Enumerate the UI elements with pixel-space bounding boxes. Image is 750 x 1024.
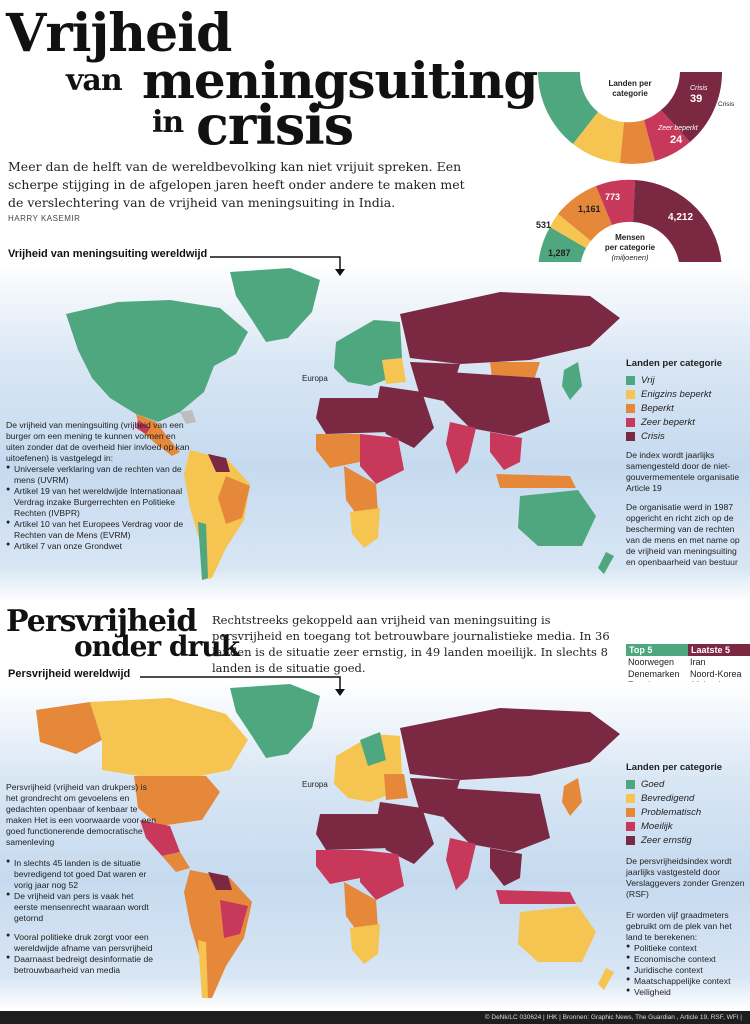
map2-label: Persvrijheid wereldwijd [8,668,131,680]
map1-legend [626,358,722,443]
swatch-beperkt [626,404,635,413]
map2-indonesia [496,890,576,904]
map2-africa-east [360,850,404,900]
top5-item: Noorwegen [628,657,675,667]
legend-item-beperkt: Beperkt [626,401,722,415]
title-line-1: Vrijheid [6,3,232,64]
crisis-side-label: Crisis [718,101,735,108]
map2-se-asia [490,848,522,886]
people-label-1: Mensen [615,233,645,242]
gauge-item: ● Politieke context [626,943,750,954]
swatch-vrij [626,376,635,385]
map1-se-asia [490,432,522,470]
swatch-zeer-ernstig [626,836,635,845]
last5-header: Laatste 5 [688,644,750,656]
map2-africa-south [350,924,380,964]
swatch-zeer-beperkt [626,418,635,427]
map1-africa-north [316,398,390,434]
people-value-crisis: 4,212 [668,212,694,223]
map1-australia [518,490,596,546]
donut-people [536,180,722,272]
gauge-item: ● Juridische context [626,965,750,976]
gauge-item: ● Economische context [626,954,750,965]
legend-item-problematisch: Problematisch [626,805,722,819]
gauge-item: ● Maatschappelijke context [626,976,750,987]
crisis-value: 39 [690,93,703,105]
legend-item-crisis: Crisis [626,429,722,443]
map2-india [446,838,476,890]
map1-indonesia [496,474,576,488]
map2-note [6,782,156,976]
crisis-label: Crisis [690,85,708,92]
zeer-beperkt-label: Zeer beperkt [658,125,698,132]
intro-text: Meer dan de helft van de wereldbevolking kan niet vrijuit spreken. Een scherpe stijging in de afgelopen jaren heeft onder andere te maken met de verslechtering van de vrijheid van meningsuiting in India. [8,159,465,211]
map1-india [446,422,476,474]
map2-legend-title: Landen per categorie [626,762,723,773]
map1-europa-label: Europa [302,374,328,383]
map2-side-note-2 [626,910,750,998]
map2-russia [400,708,620,780]
legend-item-vrij: Vrij [626,373,722,387]
press-title-line-2: onder druk [74,630,240,663]
map2-europa-label: Europa [302,780,328,789]
map2-africa-north [316,814,390,850]
people-label-2: per categorie [604,243,656,252]
people-value-zeer: 773 [605,192,621,202]
swatch-bevredigend [626,794,635,803]
countries-label-2: categorie [612,89,648,98]
donut-countries [538,72,735,164]
map1-new-zealand [598,552,614,574]
legend-item-bevredigend: Bevredigend [626,791,722,805]
map1-north-america [66,300,248,422]
legend-item-moeilijk: Moeilijk [626,819,722,833]
map2-note-item: ● In slechts 45 landen is de situatie bevredigend tot goed Dat waren er vorig jaar nog 52 [6,858,156,891]
map1-note-item: ● Universele verklaring van de rechten van de mens (UVRM) [6,464,192,486]
map1-side-note-1: De index wordt jaarlijks samengesteld door de niet-gouvermementele organisatie Article 19 [626,450,740,493]
legend-item-zeer-beperkt: Zeer beperkt [626,415,722,429]
map2-alaska [36,702,102,754]
map1-eastern-europe [382,358,406,384]
map2-japan-korea [562,778,582,816]
map2-new-zealand [598,968,614,990]
map2-note-item: ● Vooral politieke druk zorgt voor een wereldwijde afname van persvrijheid [6,932,156,954]
swatch-problematisch [626,808,635,817]
last5-item: Noord-Korea [690,668,742,679]
map1-note-item: ● Artikel 19 van het wereldwijde Internationaal Verdrag inzake Burgerrechten en Politieke Rechten (IVBPR) [6,486,192,519]
people-value-beperkt: 1,161 [578,204,601,214]
map1-note-intro: De vrijheid van meningsuiting (vrijheid van een burger om een mening te kunnen vormen en uiten zonder dat de overheid hier invloed op kan uitoefenen) is vastgelegd in: [6,420,190,463]
title-word-van: van [66,63,122,98]
map2-note-item: ● Daarnaast bedreigt desinformatie de betrouwbaarheid van media [6,954,156,976]
press-title-line-1: Persvrijheid [6,604,197,639]
map1-legend-title: Landen per categorie [626,358,723,369]
swatch-enigzins [626,390,635,399]
map1-africa-south [350,508,380,548]
map2-australia [518,906,596,962]
legend-item-goed: Goed [626,777,722,791]
zeer-beperkt-value: 24 [670,134,683,146]
swatch-goed [626,780,635,789]
countries-label-1: Landen per [608,79,652,88]
top5-item: Denemarken [628,668,680,679]
legend-item-zeer-ernstig: Zeer ernstig [626,833,722,847]
map1-japan-korea [562,362,582,400]
map2-note-intro: Persvrijheid (vrijheid van drukpers) is het grondrecht om gevoelens en gedachten openbaar of kenbaar te maken Het is een voorwaarde voor een goed functionerende democratische samenleving [6,782,156,847]
swatch-crisis [626,432,635,441]
map1-africa-east [360,434,404,484]
byline: HARRY KASEMIR [8,214,81,223]
donut-charts [530,62,748,292]
map1-note [6,420,192,552]
map2-side-note-1: De persvrijheidsindex wordt jaarlijks vastgesteld door Verslaggevers zonder Grenzen (RSF) [626,856,745,899]
people-value-vrij: 1,287 [548,248,571,258]
map2-africa-west [316,850,360,884]
press-intro: Rechtstreeks gekoppeld aan vrijheid van meningsuiting is persvrijheid en toegang tot betrouwbare journalistieke media. In 36 landen is de situatie zeer ernstig, in 49 landen moeilijk. In slechts 8 landen is de situatie goed. [212,613,610,676]
map2-legend [626,762,722,847]
gauge-item: ● Veiligheid [626,987,750,998]
people-label-3: (miljoenen) [611,253,649,262]
footer-credits: © DeNk/LC 030624 | IHK | Bronnen: Graphic News, The Guardian , Article 19, RSF, WFI | [0,1011,750,1024]
last5-item: Iran [690,657,706,667]
map1-note-item: ● Artikel 10 van het Europees Verdrag voor de Rechten van de Mens (EVRM) [6,519,192,541]
people-value-enigzins: 531 [536,220,552,230]
legend-item-enigzins: Enigzins beperkt [626,387,722,401]
title-word-in: in [152,105,184,140]
map1-note-item: ● Artikel 7 van onze Grondwet [6,541,192,552]
map2-eastern-europe [384,774,408,800]
map1-africa-west [316,434,360,468]
title-word-crisis: crisis [196,93,354,157]
map2-canada [90,698,248,776]
swatch-moeilijk [626,822,635,831]
map1-label: Vrijheid van meningsuiting wereldwijd [8,248,208,260]
top5-header: Top 5 [626,644,688,656]
map2-note-item: ● De vrijheid van pers is vaak het eerste mensenrecht waaraan wordt getornd [6,891,156,924]
map1-side-note-2: De organisatie werd in 1987 opgericht en richt zich op de bescherming van de rechten van de mens en met name op de vrijheid van meningsuiting en openbaarheid van bestuur [626,502,740,567]
title-word-meningsuiting: meningsuiting [142,51,538,110]
map2-side-note-2-intro: Er worden vijf graadmeters gebruikt om de plek van het land te berekenen: [626,910,732,942]
map1-russia [400,292,620,364]
